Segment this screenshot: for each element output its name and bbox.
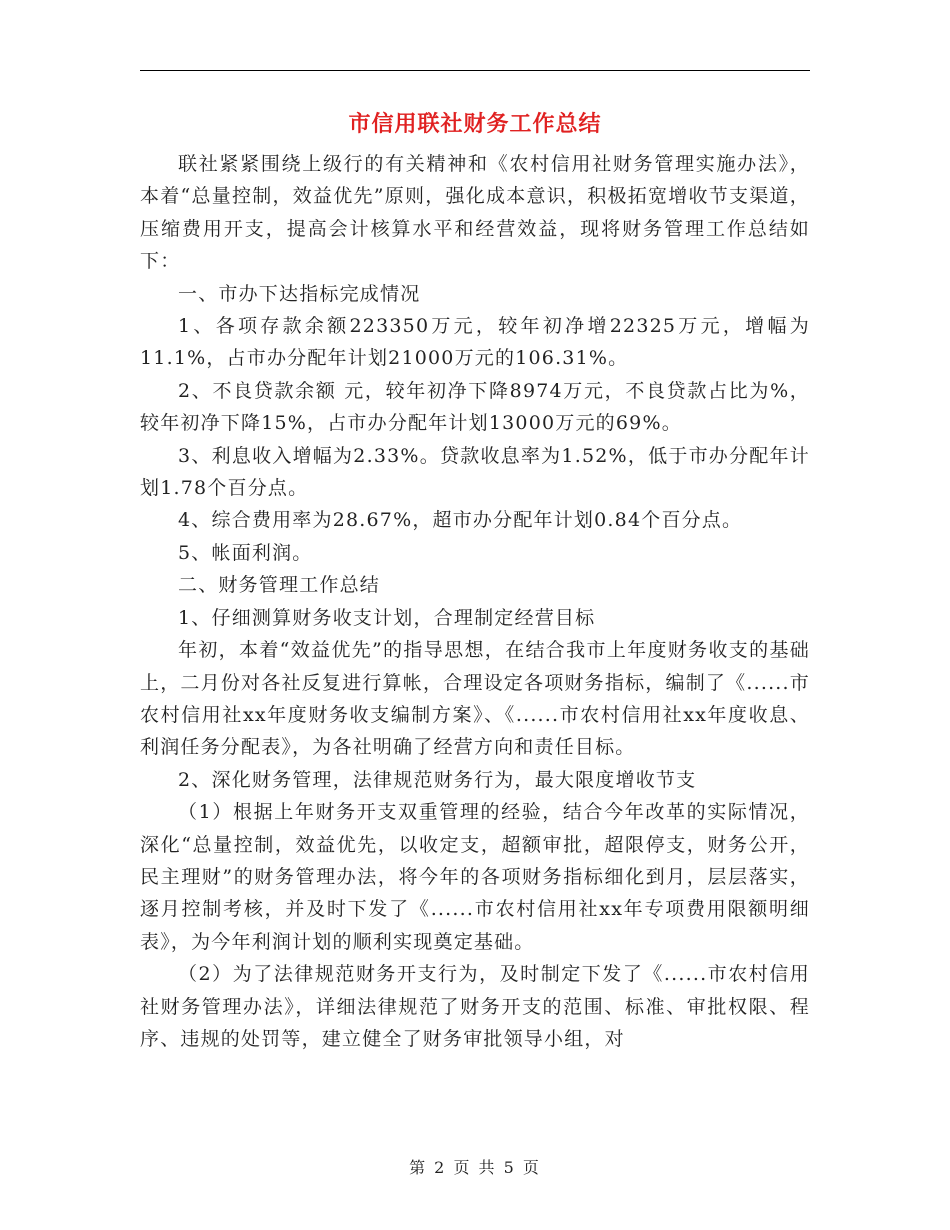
header-rule [140, 70, 810, 71]
paragraph-item-2: 2、不良贷款余额 元，较年初净下降8974万元，不良贷款占比为%，较年初净下降15%，占市办分配年计划13000万元的69%。 [140, 379, 810, 435]
subsection-heading-2: 2、深化财务管理，法律规范财务行为，最大限度增收节支 [178, 768, 697, 791]
paragraph-item-4: 4、综合费用率为28.67%，超市办分配年计划0.84个百分点。 [178, 509, 743, 532]
paragraph-point-2: （2）为了法律规范财务开支行为，及时制定下发了《......市农村信用社财务管理办法》，详细法律规范了财务开支的范围、标准、审批权限、程序、违规的处罚等，建立健全了财务审批领导小组，对 [140, 963, 810, 1050]
paragraph-item-3: 3、利息收入增幅为2.33%。贷款收息率为1.52%，低于市办分配年计划1.78个百分点。 [140, 444, 810, 500]
paragraph-item-5: 5、帐面利润。 [178, 541, 313, 564]
subsection-heading-1: 1、仔细测算财务收支计划，合理制定经营目标 [178, 606, 596, 629]
document-title: 市信用联社财务工作总结 [348, 112, 602, 137]
page-number-footer: 第 2 页 共 5 页 [409, 1158, 541, 1177]
paragraph-point-1: （1）根据上年财务开支双重管理的经验，结合今年改革的实际情况，深化“总量控制，效益优先，以收定支，超额审批，超限停支，财务公开，民主理财”的财务管理办法，将今年的各项财务指标细化到月，层层落实，逐月控制考核，并及时下发了《......市农村信用社xx年专项费用限额明细表》，为今年利润计划的顺利实现奠定基础。 [140, 801, 810, 953]
paragraph-plan: 年初，本着“效益优先”的指导思想，在结合我市上年度财务收支的基础上，二月份对各社反复进行算帐，合理设定各项财务指标，编制了《......市农村信用社xx年度财务收支编制方案》、《......市农村信用社xx年度收息、利润任务分配表》，为各社明确了经营方向和责任目标。 [140, 639, 810, 759]
document-body [140, 148, 810, 1055]
section-heading-1: 一、市办下达指标完成情况 [178, 282, 421, 305]
paragraph-item-1: 1、各项存款余额223350万元，较年初净增22325万元，增幅为11.1%，占市办分配年计划21000万元的106.31%。 [140, 315, 810, 370]
intro-paragraph: 联社紧紧围绕上级行的有关精神和《农村信用社财务管理实施办法》，本着“总量控制，效益优先”原则，强化成本意识，积极拓宽增收节支渠道，压缩费用开支，提高会计核算水平和经营效益，现将财务管理工作总结如下： [140, 153, 810, 273]
section-heading-2: 二、财务管理工作总结 [178, 574, 381, 597]
